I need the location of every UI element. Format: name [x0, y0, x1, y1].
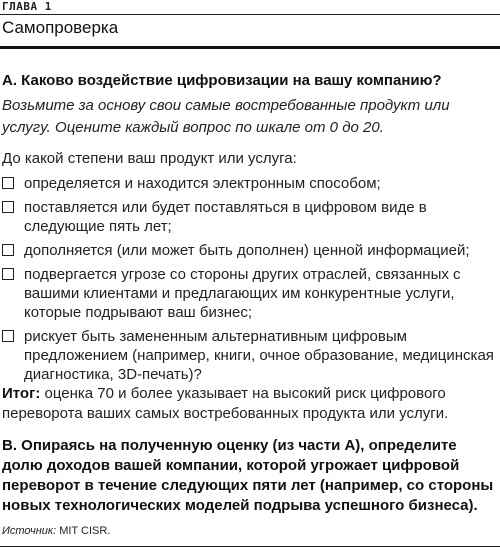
- page-title: Самопроверка: [2, 18, 119, 37]
- total-paragraph: [2, 384, 496, 424]
- checklist-item: [2, 327, 498, 384]
- title-rule: [0, 46, 500, 49]
- checklist-item-text: поставляется или будет поставляться в цифровом виде в следующие пять лет;: [24, 199, 427, 235]
- checkbox[interactable]: [2, 177, 14, 189]
- checklist-item: [2, 198, 498, 236]
- checkbox[interactable]: [2, 244, 14, 256]
- part-a-lead: До какой степени ваш продукт или услуга:: [2, 150, 297, 167]
- checklist-item-text: рискует быть замененным альтернативным цифровым предложением (например, книги, очное образование, медицинская диагностика, 3D-печать)?: [24, 328, 494, 383]
- top-rule: [0, 14, 500, 15]
- bottom-rule: [0, 546, 500, 547]
- chapter-label: ГЛАВА 1: [2, 0, 52, 13]
- part-a-question: А. Каково воздействие цифровизации на вашу компанию?: [2, 72, 442, 89]
- checklist-item-text: подвергается угрозе со стороны других отраслей, связанных с вашими клиентами и предлагающих им конкурентные услуги, которые подрывают ваш бизнес;: [24, 266, 461, 321]
- total-text: оценка 70 и более указывает на высокий риск цифрового переворота ваших самых востребованных продукта или услуги.: [2, 385, 449, 422]
- checklist-item: [2, 241, 498, 260]
- checklist-item: [2, 174, 498, 193]
- checklist: [2, 174, 498, 389]
- checklist-item: [2, 265, 498, 322]
- checkbox[interactable]: [2, 330, 14, 342]
- checkbox[interactable]: [2, 201, 14, 213]
- source-label: Источник:: [2, 525, 57, 537]
- checklist-item-text: определяется и находится электронным способом;: [24, 175, 381, 192]
- checklist-item-text: дополняется (или может быть дополнен) ценной информацией;: [24, 242, 470, 259]
- source-value: MIT CISR.: [56, 525, 111, 537]
- part-b-question: В. Опираясь на полученную оценку (из части А), определите долю доходов вашей компании, которой угрожает цифровой переворот в течение следующих пяти лет (например, со стороны новых технологических моделей подрыва успешного бизнеса).: [2, 437, 494, 514]
- checkbox[interactable]: [2, 268, 14, 280]
- part-a-instruction: Возьмите за основу свои самые востребованные продукт или услугу. Оцените каждый вопрос по шкале от 0 до 20.: [2, 97, 450, 136]
- source-note: [2, 525, 110, 537]
- total-label: Итог:: [2, 385, 41, 402]
